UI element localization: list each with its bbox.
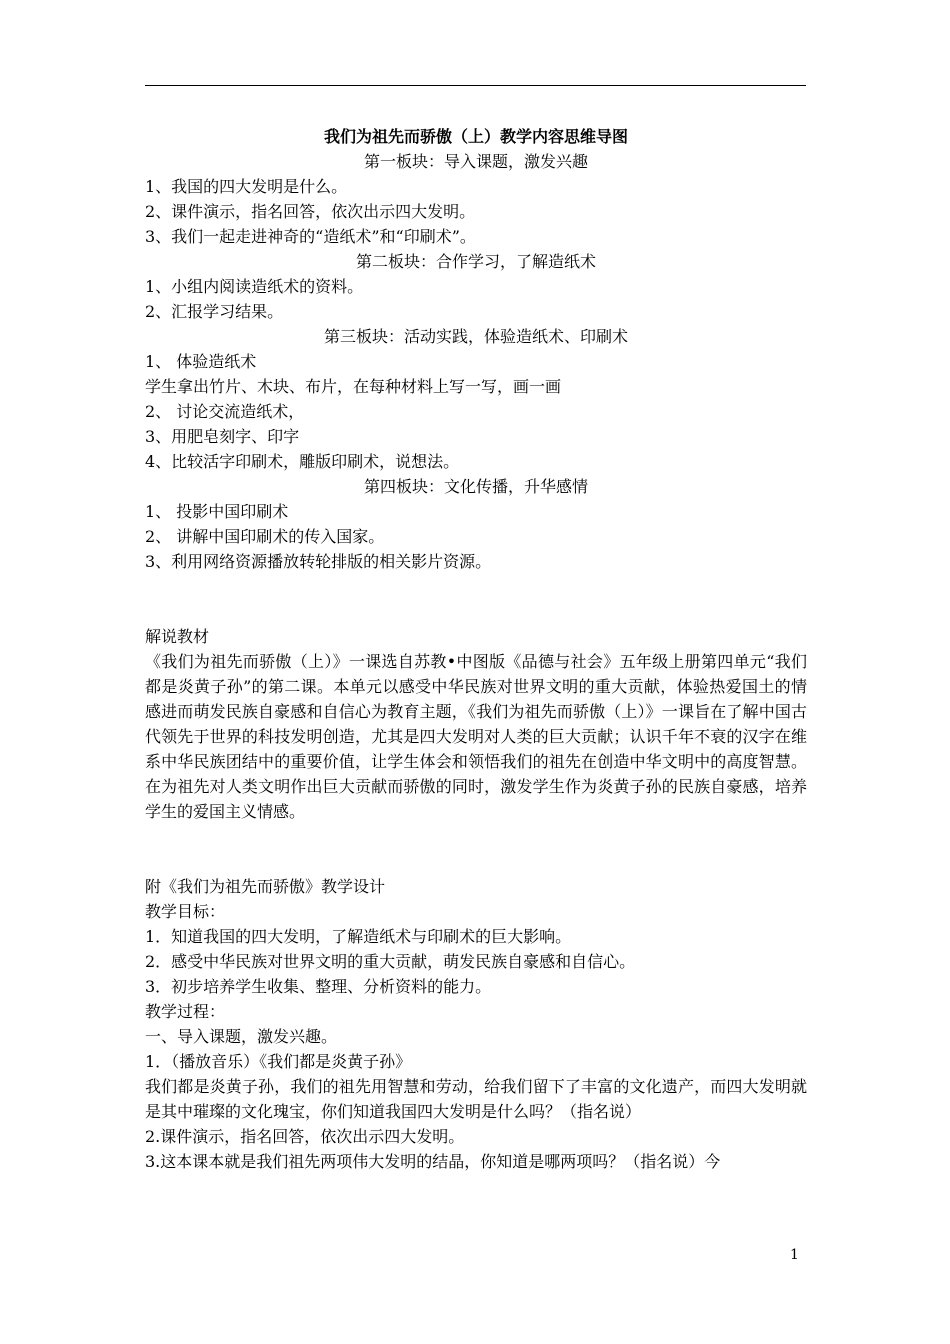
block3-item: 3、用肥皂刻字、印字 <box>145 427 300 446</box>
block2-item: 1、小组内阅读造纸术的资料。 <box>145 277 364 296</box>
goal-item: 2．感受中华民族对世界文明的重大贡献，萌发民族自豪感和自信心。 <box>145 952 636 971</box>
goal-item: 3．初步培养学生收集、整理、分析资料的能力。 <box>145 977 492 996</box>
block3-item: 学生拿出竹片、木块、布片，在每种材料上写一写，画一画 <box>145 377 562 396</box>
block4-item: 1、 投影中国印刷术 <box>145 502 289 521</box>
block3-item: 2、 讨论交流造纸术， <box>145 402 305 421</box>
block3-heading: 第三板块：活动实践，体验造纸术、印刷术 <box>323 327 628 346</box>
commentary-paragraph: 《我们为祖先而骄傲（上）》一课选自苏教•中图版《品德与社会》五年级上册第四单元“我们都是炎黄子孙”的第二课。本单元以感受中华民族对世界文明的重大贡献，体验热爱国土的情感进而萌发民族自豪感和自信心为教育主题，《我们为祖先而骄傲（上）》一课旨在了解中国古代领先于世界的科技发明创造，尤其是四大发明对人类的巨大贡献；认识千年不衰的汉字在维系中华民族团结中的重要价值，让学生体会和领悟我们的祖先在创造中华文明中的高度智慧。在为祖先对人类文明作出巨大贡献而骄傲的同时，激发学生作为炎黄子孙的民族自豪感，培养学生的爱国主义情感。 <box>145 652 807 821</box>
block1-item: 3、我们一起走进神奇的“造纸术”和“印刷术”。 <box>145 227 476 246</box>
block4-item: 2、 讲解中国印刷术的传入国家。 <box>145 527 385 546</box>
block4-heading: 第四板块：文化传播，升华感情 <box>363 477 588 496</box>
process-step: 一、导入课题，激发兴趣。 <box>145 1027 338 1046</box>
process-paragraph: 我们都是炎黄子孙，我们的祖先用智慧和劳动，给我们留下了丰富的文化遗产，而四大发明就是其中璀璨的文化瑰宝，你们知道我国四大发明是什么吗？（指名说） <box>145 1077 807 1121</box>
document-title: 我们为祖先而骄傲（上）教学内容思维导图 <box>323 127 628 146</box>
commentary-heading: 解说教材 <box>145 627 210 646</box>
block2-item: 2、汇报学习结果。 <box>145 302 284 321</box>
block3-item: 4、比较活字印刷术，雕版印刷术，说想法。 <box>145 452 460 471</box>
page-number: 1 <box>790 1247 799 1263</box>
process-substep: 2.课件演示，指名回答，依次出示四大发明。 <box>145 1127 465 1146</box>
goal-item: 1．知道我国的四大发明，了解造纸术与印刷术的巨大影响。 <box>145 927 572 946</box>
process-substep: 3.这本课本就是我们祖先两项伟大发明的结晶，你知道是哪两项吗？（指名说）今 <box>145 1152 721 1171</box>
block1-item: 1、我国的四大发明是什么。 <box>145 177 348 196</box>
block4-item: 3、利用网络资源播放转轮排版的相关影片资源。 <box>145 552 492 571</box>
document-body <box>145 124 807 1174</box>
block1-item: 2、课件演示，指名回答，依次出示四大发明。 <box>145 202 476 221</box>
block1-heading: 第一板块：导入课题，激发兴趣 <box>363 152 588 171</box>
block3-item: 1、 体验造纸术 <box>145 352 257 371</box>
spacer <box>145 574 807 624</box>
goals-label: 教学目标： <box>145 902 226 921</box>
block2-heading: 第二板块：合作学习，了解造纸术 <box>355 252 596 271</box>
process-substep: 1．（播放音乐）《我们都是炎黄子孙》 <box>145 1052 412 1071</box>
design-heading: 附《我们为祖先而骄傲》教学设计 <box>145 877 386 896</box>
header-rule <box>145 85 806 86</box>
spacer <box>145 824 807 874</box>
process-label: 教学过程： <box>145 1002 226 1021</box>
